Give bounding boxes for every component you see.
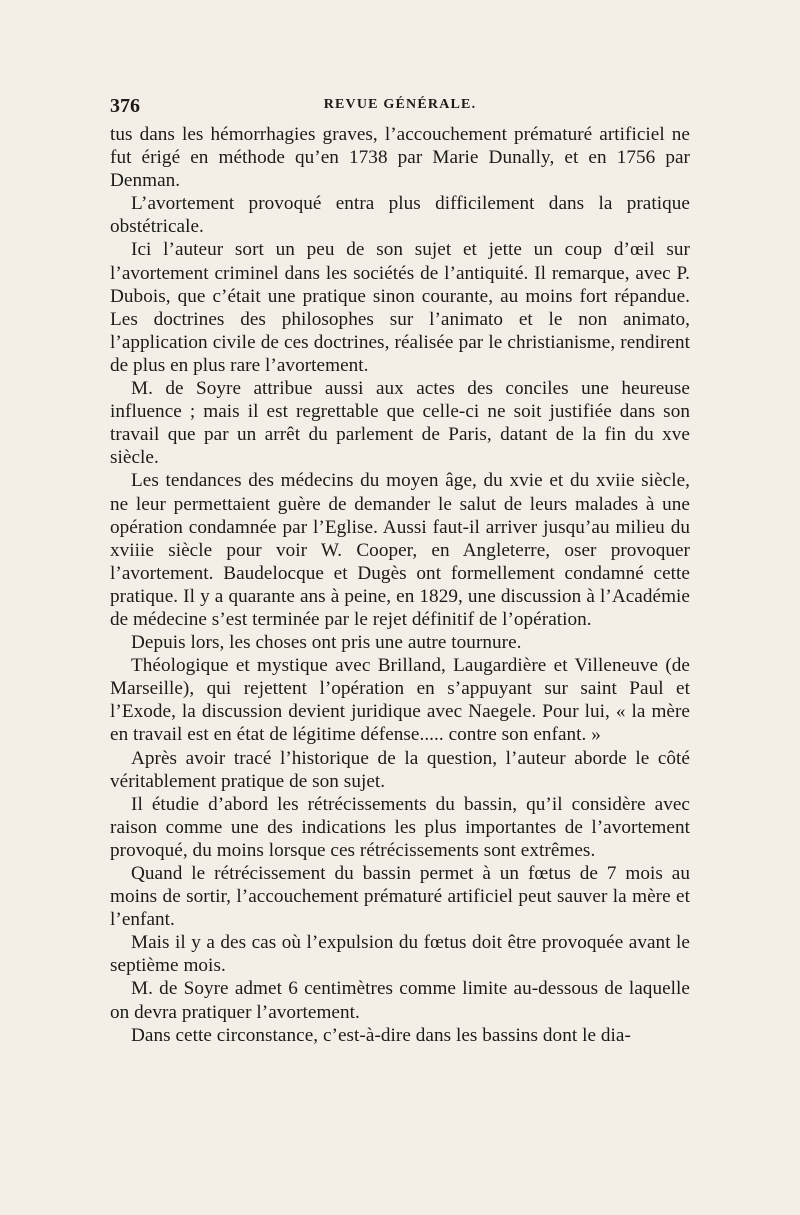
paragraph: M. de Soyre attribue aussi aux actes des conciles une heureuse influence ; mais il est regrettable que celle-ci ne soit justifiée dans son travail que par un arrêt du parlement de Paris, datant de la fin du xve siècle. [110,378,690,469]
page-number: 376 [110,95,140,117]
paragraph: Mais il y a des cas où l’expulsion du fœtus doit être provoquée avant le septième mois. [110,932,690,977]
paragraph: Quand le rétrécissement du bassin permet à un fœtus de 7 mois au moins de sortir, l’accouchement prématuré artificiel peut sauver la mère et l’enfant. [110,863,690,931]
paragraph: Dans cette circonstance, c’est-à-dire dans les bassins dont le dia- [131,1024,631,1046]
paragraph: Ici l’auteur sort un peu de son sujet et jette un coup d’œil sur l’avortement criminel dans les sociétés de l’antiquité. Il remarque, avec P. Dubois, que c’était une pratique sinon courante, au moins fort répandue. Les doctrines des philosophes sur l’animato et le non animato, l’application civile de ces doctrines, réalisée par le christianisme, rendirent de plus en plus rare l’avortement. [110,239,690,376]
paragraph: Les tendances des médecins du moyen âge, du xvie et du xviie siècle, ne leur permettaient guère de demander le salut de leurs malades à une opération condamnée par l’Eglise. Aussi faut-il arriver jusqu’au milieu du xviiie siècle pour voir W. Cooper, en Angleterre, oser provoquer l’avortement. Baudelocque et Dugès ont formellement condamné cette pratique. Il y a quarante ans à peine, en 1829, une discussion à l’Académie de médecine s’est terminée par le rejet définitif de l’opération. [110,470,690,630]
page-header [110,95,690,123]
paragraph: Il étudie d’abord les rétrécissements du bassin, qu’il considère avec raison comme une des indications les plus importantes de l’avortement provoqué, du moins lorsque ces rétrécissements sont extrêmes. [110,793,690,861]
paragraph: tus dans les hémorrhagies graves, l’accouchement prématuré artificiel ne fut érigé en méthode qu’en 1738 par Marie Dunally, et en 1756 par Denman. [110,124,690,192]
paragraph: Depuis lors, les choses ont pris une autre tournure. [131,632,522,654]
paragraph: Théologique et mystique avec Brilland, Laugardière et Villeneuve (de Marseille), qui rejettent l’opération en s’appuyant sur saint Paul et l’Exode, la discussion devient juridique avec Naegele. Pour lui, « la mère en travail est en état de légitime défense..... contre son enfant. » [110,655,690,746]
paragraph: Après avoir tracé l’historique de la question, l’auteur aborde le côté véritablement pratique de son sujet. [110,747,690,792]
paragraph: L’avortement provoqué entra plus difficilement dans la pratique obstétricale. [110,193,690,238]
paragraph: M. de Soyre admet 6 centimètres comme limite au-dessous de laquelle on devra pratiquer l’avortement. [110,978,690,1023]
running-title: REVUE GÉNÉRALE. [323,97,477,112]
document-page [110,95,690,1047]
body-text [110,123,690,1047]
